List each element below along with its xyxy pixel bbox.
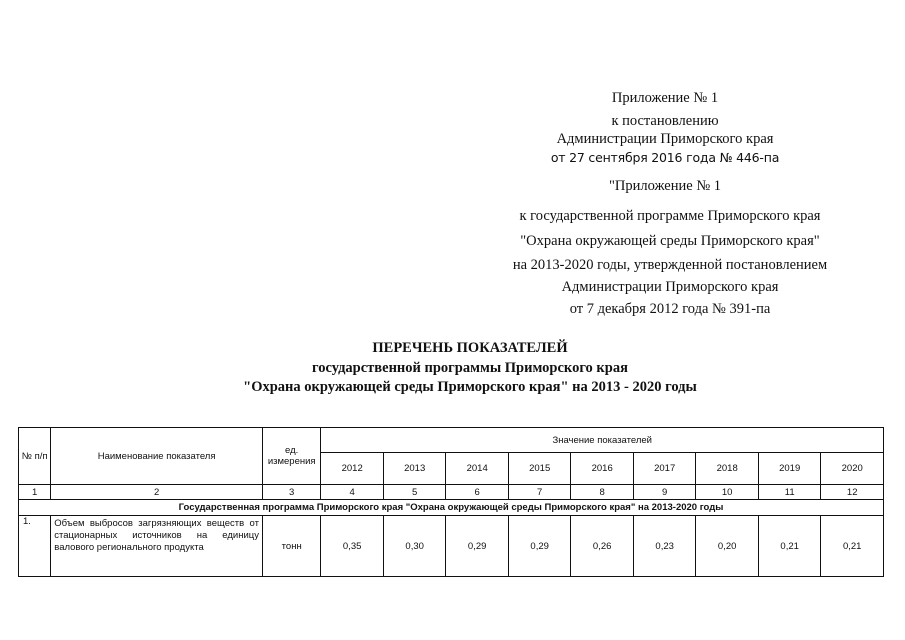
index-cell: 11 (758, 485, 821, 500)
index-cell: 4 (321, 485, 384, 500)
index-cell: 10 (696, 485, 759, 500)
index-cell: 7 (508, 485, 571, 500)
value-cell: 0,23 (633, 516, 696, 577)
page-subtitle: государственной программы Приморского края (312, 360, 628, 376)
value-cell: 0,21 (758, 516, 821, 577)
year-header: 2015 (508, 453, 571, 485)
value-cell: 0,26 (571, 516, 634, 577)
col-values-header: Значение показателей (321, 428, 884, 453)
row-num: 1. (19, 516, 51, 577)
to-resolution-label: к постановлению (611, 113, 719, 129)
value-cell: 0,20 (696, 516, 759, 577)
value-cell: 0,30 (383, 516, 446, 577)
administration2-label: Администрации Приморского края (561, 279, 779, 295)
year-header: 2019 (758, 453, 821, 485)
indicators-table (18, 427, 884, 577)
appendix-label: Приложение № 1 (611, 90, 719, 106)
year-header: 2016 (571, 453, 634, 485)
program-name-label: "Охрана окружающей среды Приморского края" (520, 233, 820, 249)
col-num-header: № п/п (19, 428, 51, 485)
year-header: 2017 (633, 453, 696, 485)
row-unit: тонн (262, 516, 320, 577)
year-header: 2018 (696, 453, 759, 485)
column-index-row (19, 485, 884, 500)
value-cell: 0,29 (446, 516, 509, 577)
index-cell: 5 (383, 485, 446, 500)
value-cell: 0,21 (821, 516, 884, 577)
orig-date-label: от 7 декабря 2012 года № 391-па (569, 301, 771, 317)
index-cell: 2 (51, 485, 263, 500)
year-header: 2014 (446, 453, 509, 485)
year-header: 2013 (383, 453, 446, 485)
index-cell: 9 (633, 485, 696, 500)
program-row: Государственная программа Приморского края "Охрана окружающей среды Приморского края" на 2013-2020 годы (19, 500, 884, 516)
index-cell: 12 (821, 485, 884, 500)
value-cell: 0,29 (508, 516, 571, 577)
to-program-label: к государственной программе Приморского края (519, 208, 821, 224)
years-approved-label: на 2013-2020 годы, утвержденной постановлением (512, 257, 828, 273)
table-row (19, 516, 884, 577)
page-title: ПЕРЕЧЕНЬ ПОКАЗАТЕЛЕЙ (372, 340, 568, 356)
index-cell: 6 (446, 485, 509, 500)
col-name-header: Наименование показателя (51, 428, 263, 485)
index-cell: 8 (571, 485, 634, 500)
date-stamp: от 27 сентября 2016 года № 446-па (550, 150, 780, 165)
value-cell: 0,35 (321, 516, 384, 577)
administration-label: Администрации Приморского края (556, 131, 774, 147)
index-cell: 3 (262, 485, 320, 500)
year-header: 2020 (821, 453, 884, 485)
year-header: 2012 (321, 453, 384, 485)
page-subtitle-program: "Охрана окружающей среды Приморского края" на 2013 - 2020 годы (243, 379, 697, 395)
quoted-appendix-label: "Приложение № 1 (608, 178, 722, 194)
row-name: Объем выбросов загрязняющих веществ от стационарных источников на единицу валового регионального продукта (51, 516, 263, 577)
col-unit-header: ед. измерения (262, 428, 320, 485)
index-cell: 1 (19, 485, 51, 500)
